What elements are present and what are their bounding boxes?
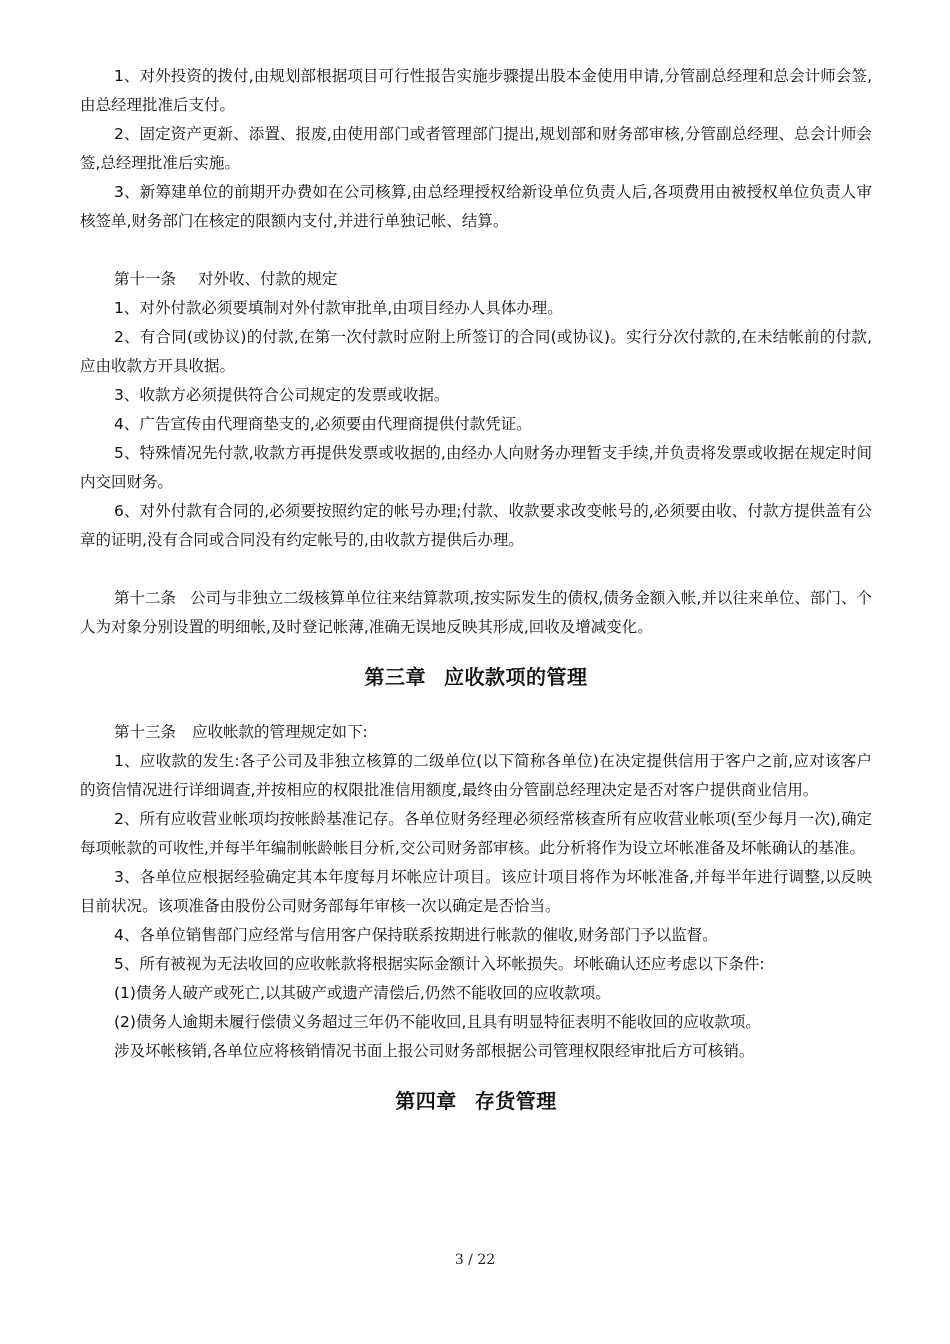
article-11-heading bbox=[80, 265, 872, 294]
paragraph: 3、新筹建单位的前期开办费如在公司核算,由总经理授权给新设单位负责人后,各项费用由被授权单位负责人审核签单,财务部门在核定的限额内支付,并进行单独记帐、结算。 bbox=[80, 183, 872, 230]
paragraph: 5、所有被视为无法收回的应收帐款将根据实际金额计入坏帐损失。坏帐确认还应考虑以下条件: bbox=[114, 955, 765, 973]
chapter-title: 应收款项的管理 bbox=[444, 665, 588, 689]
paragraph: (1)债务人破产或死亡,以其破产或遗产清偿后,仍然不能收回的应收款项。 bbox=[114, 984, 611, 1002]
article-label: 第十三条 bbox=[114, 723, 177, 741]
paragraph: 1、对外投资的拨付,由规划部根据项目可行性报告实施步骤提出股本金使用申请,分管副总经理和总会计师会签,由总经理批准后支付。 bbox=[80, 67, 872, 114]
paragraph: 2、所有应收营业帐项均按帐龄基准记存。各单位财务经理必须经常核查所有应收营业帐项(至少每月一次),确定每项帐款的可收性,并每半年编制帐龄帐目分析,交公司财务部审核。此分析将作为设立坏帐准备及坏帐确认的基准。 bbox=[80, 810, 872, 857]
chapter-3-heading bbox=[80, 662, 872, 692]
article-title: 应收帐款的管理规定如下: bbox=[192, 723, 368, 741]
chapter-title: 存货管理 bbox=[474, 1089, 557, 1113]
chapter-4-heading bbox=[80, 1086, 872, 1116]
paragraph: 2、固定资产更新、添置、报废,由使用部门或者管理部门提出,规划部和财务部审核,分管副总经理、总会计师会签,总经理批准后实施。 bbox=[80, 125, 872, 172]
paragraph: 6、对外付款有合同的,必须要按照约定的帐号办理;付款、收款要求改变帐号的,必须要由收、付款方提供盖有公章的证明,没有合同或合同没有约定帐号的,由收款方提供后办理。 bbox=[80, 502, 872, 549]
article-label: 第十一条 bbox=[114, 270, 177, 288]
page-body bbox=[80, 62, 872, 1116]
paragraph: 涉及坏帐核销,各单位应将核销情况书面上报公司财务部根据公司管理权限经审批后方可核销。 bbox=[114, 1042, 755, 1060]
paragraph: 2、有合同(或协议)的付款,在第一次付款时应附上所签订的合同(或协议)。实行分次付款的,在未结帐前的付款,应由收款方开具收据。 bbox=[80, 328, 872, 375]
paragraph: 3、各单位应根据经验确定其本年度每月坏帐应计项目。该应计项目将作为坏帐准备,并每半年进行调整,以反映目前状况。该项准备由股份公司财务部每年审核一次以确定是否恰当。 bbox=[80, 868, 872, 915]
article-12 bbox=[80, 584, 872, 642]
paragraph: 4、各单位销售部门应经常与信用客户保持联系按期进行帐款的催收,财务部门予以监督。 bbox=[114, 926, 718, 944]
page-number: 3 / 22 bbox=[454, 1252, 496, 1268]
chapter-number: 第四章 bbox=[395, 1089, 457, 1113]
paragraph: 3、收款方必须提供符合公司规定的发票或收据。 bbox=[114, 386, 450, 404]
paragraph: 1、应收款的发生:各子公司及非独立核算的二级单位(以下简称各单位)在决定提供信用于客户之前,应对该客户的资信情况进行详细调查,并按相应的权限批准信用额度,最终由分管副总经理决定是否对客户提供商业信用。 bbox=[80, 752, 872, 799]
paragraph: (2)债务人逾期未履行偿债义务超过三年仍不能收回,且具有明显特征表明不能收回的应收款项。 bbox=[114, 1013, 761, 1031]
chapter-number: 第三章 bbox=[364, 665, 426, 689]
article-text: 公司与非独立二级核算单位往来结算款项,按实际发生的债权,债务金额入帐,并以往来单位、部门、个人为对象分别设置的明细帐,及时登记帐薄,准确无误地反映其形成,回收及增减变化。 bbox=[80, 589, 872, 636]
article-13-heading bbox=[80, 718, 872, 747]
article-title: 对外收、付款的规定 bbox=[198, 270, 338, 288]
article-label: 第十二条 bbox=[114, 589, 177, 607]
paragraph: 5、特殊情况先付款,收款方再提供发票或收据的,由经办人向财务办理暂支手续,并负责将发票或收据在规定时间内交回财务。 bbox=[80, 444, 872, 491]
paragraph: 1、对外付款必须要填制对外付款审批单,由项目经办人具体办理。 bbox=[114, 299, 563, 317]
paragraph: 4、广告宣传由代理商垫支的,必须要由代理商提供付款凭证。 bbox=[114, 415, 532, 433]
